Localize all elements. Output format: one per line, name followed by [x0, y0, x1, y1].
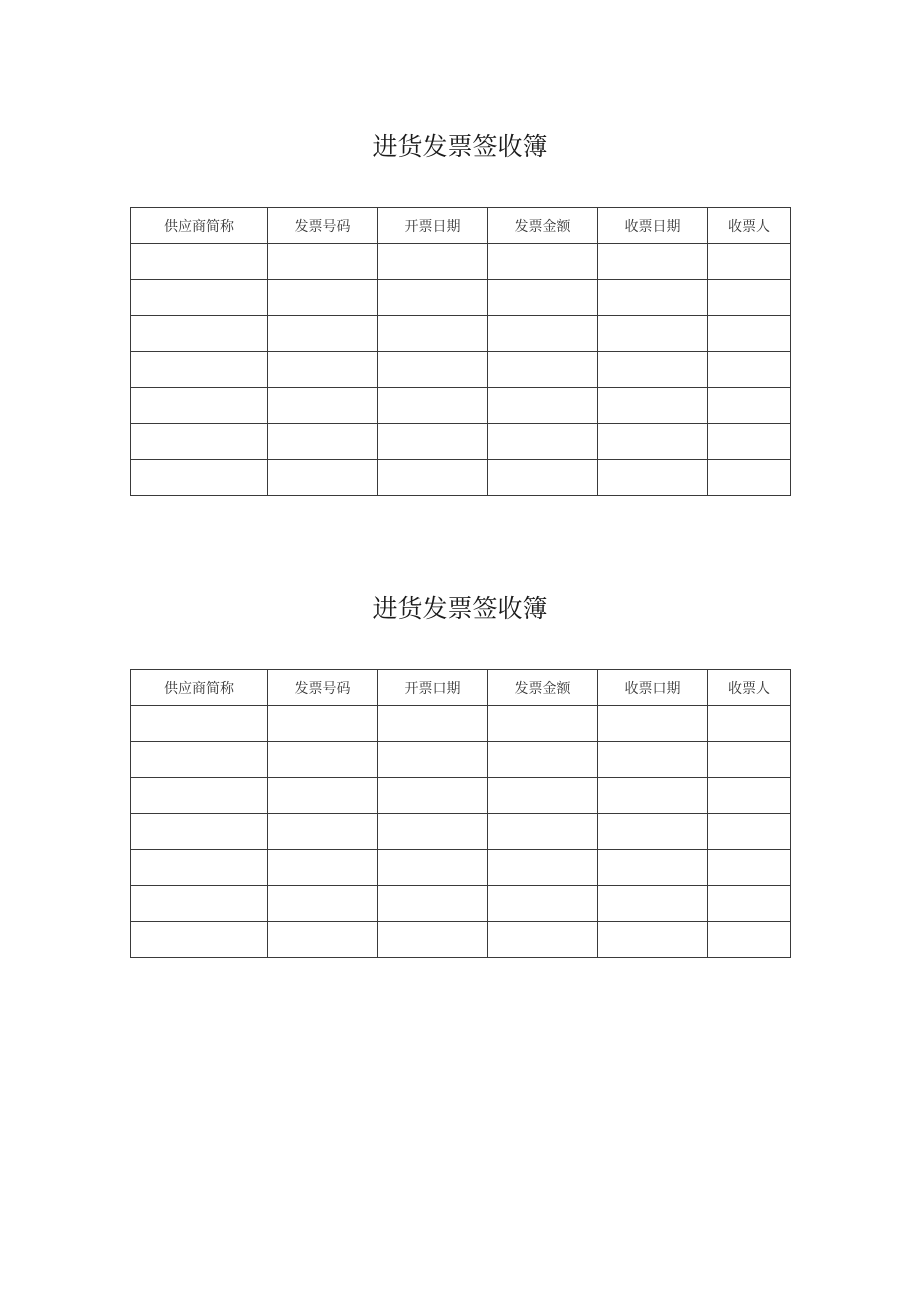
table-cell[interactable]: [598, 850, 708, 886]
table-cell[interactable]: [131, 352, 268, 388]
table-row: [131, 352, 791, 388]
table-cell[interactable]: [378, 886, 488, 922]
table-cell[interactable]: [598, 244, 708, 280]
table-cell[interactable]: [131, 778, 268, 814]
table-cell[interactable]: [708, 424, 791, 460]
table-cell[interactable]: [131, 814, 268, 850]
table-cell[interactable]: [268, 742, 378, 778]
table-cell[interactable]: [378, 706, 488, 742]
table-cell[interactable]: [598, 742, 708, 778]
table-row: [131, 280, 791, 316]
table-cell[interactable]: [131, 280, 268, 316]
table-cell[interactable]: [708, 742, 791, 778]
column-header-receipt-date: 收票口期: [598, 670, 708, 706]
table-cell[interactable]: [131, 850, 268, 886]
table-cell[interactable]: [598, 814, 708, 850]
table-cell[interactable]: [131, 460, 268, 496]
table-cell[interactable]: [708, 886, 791, 922]
table-cell[interactable]: [708, 460, 791, 496]
table-cell[interactable]: [268, 244, 378, 280]
table-cell[interactable]: [131, 388, 268, 424]
table-cell[interactable]: [708, 922, 791, 958]
table-cell[interactable]: [268, 706, 378, 742]
table-cell[interactable]: [708, 850, 791, 886]
column-header-receipt-date: 收票日期: [598, 208, 708, 244]
table-cell[interactable]: [268, 778, 378, 814]
table-cell[interactable]: [378, 922, 488, 958]
table-cell[interactable]: [598, 388, 708, 424]
table-cell[interactable]: [598, 886, 708, 922]
table-row: [131, 886, 791, 922]
table-cell[interactable]: [708, 388, 791, 424]
table-cell[interactable]: [708, 814, 791, 850]
table-header-row: [131, 208, 791, 244]
column-header-issue-date: 开票口期: [378, 670, 488, 706]
table-body: [131, 706, 791, 958]
table-cell[interactable]: [378, 316, 488, 352]
table-cell[interactable]: [708, 352, 791, 388]
table-cell[interactable]: [268, 280, 378, 316]
table-cell[interactable]: [268, 814, 378, 850]
column-header-invoice-number: 发票号码: [268, 670, 378, 706]
column-header-invoice-number: 发票号码: [268, 208, 378, 244]
table-cell[interactable]: [131, 706, 268, 742]
column-header-recipient: 收票人: [708, 670, 791, 706]
table-row: [131, 778, 791, 814]
table-cell[interactable]: [268, 424, 378, 460]
table-row: [131, 814, 791, 850]
column-header-issue-date: 开票日期: [378, 208, 488, 244]
table-cell[interactable]: [131, 922, 268, 958]
table-cell[interactable]: [131, 886, 268, 922]
page-title: 进货发票签收簿: [372, 594, 548, 623]
table-cell[interactable]: [488, 742, 598, 778]
table-row: [131, 460, 791, 496]
column-header-recipient: 收票人: [708, 208, 791, 244]
table-cell[interactable]: [598, 706, 708, 742]
table-row: [131, 424, 791, 460]
table-cell[interactable]: [378, 244, 488, 280]
table-cell[interactable]: [488, 388, 598, 424]
table-cell[interactable]: [488, 850, 598, 886]
table-cell[interactable]: [488, 922, 598, 958]
table-cell[interactable]: [598, 922, 708, 958]
table-cell[interactable]: [378, 460, 488, 496]
table-header-row: [131, 670, 791, 706]
column-header-supplier: 供应商简称: [131, 208, 268, 244]
table-cell[interactable]: [131, 742, 268, 778]
table-cell[interactable]: [378, 388, 488, 424]
table-cell[interactable]: [378, 742, 488, 778]
table-cell[interactable]: [378, 424, 488, 460]
table-cell[interactable]: [598, 424, 708, 460]
table-cell[interactable]: [268, 388, 378, 424]
table-cell[interactable]: [268, 352, 378, 388]
table-cell[interactable]: [488, 706, 598, 742]
invoice-receipt-table: [130, 207, 791, 496]
table-cell[interactable]: [488, 778, 598, 814]
table-cell[interactable]: [488, 352, 598, 388]
table-row: [131, 742, 791, 778]
table-row: [131, 388, 791, 424]
table-cell[interactable]: [708, 316, 791, 352]
table-cell[interactable]: [488, 886, 598, 922]
table-row: [131, 316, 791, 352]
table-cell[interactable]: [131, 316, 268, 352]
table-cell[interactable]: [708, 778, 791, 814]
table-cell[interactable]: [598, 352, 708, 388]
column-header-invoice-amount: 发票金额: [488, 208, 598, 244]
table-cell[interactable]: [708, 280, 791, 316]
table-cell[interactable]: [268, 886, 378, 922]
table-cell[interactable]: [268, 460, 378, 496]
table-cell[interactable]: [598, 778, 708, 814]
table-cell[interactable]: [708, 706, 791, 742]
table-cell[interactable]: [488, 814, 598, 850]
table-cell[interactable]: [488, 460, 598, 496]
table-cell[interactable]: [488, 424, 598, 460]
page-title: 进货发票签收簿: [372, 132, 548, 161]
table-row: [131, 922, 791, 958]
table-cell[interactable]: [268, 850, 378, 886]
table-cell[interactable]: [268, 922, 378, 958]
table-cell[interactable]: [488, 280, 598, 316]
table-cell[interactable]: [378, 280, 488, 316]
table-cell[interactable]: [378, 814, 488, 850]
table-row: [131, 706, 791, 742]
table-cell[interactable]: [598, 280, 708, 316]
table-cell[interactable]: [488, 244, 598, 280]
table-cell[interactable]: [598, 460, 708, 496]
table-cell[interactable]: [378, 778, 488, 814]
column-header-invoice-amount: 发票金额: [488, 670, 598, 706]
table-cell[interactable]: [131, 244, 268, 280]
table-cell[interactable]: [598, 316, 708, 352]
table-row: [131, 850, 791, 886]
table-row: [131, 244, 791, 280]
table-cell[interactable]: [488, 316, 598, 352]
table-body: [131, 244, 791, 496]
table-cell[interactable]: [268, 316, 378, 352]
column-header-supplier: 供应商简称: [131, 670, 268, 706]
table-cell[interactable]: [378, 850, 488, 886]
table-cell[interactable]: [131, 424, 268, 460]
table-cell[interactable]: [378, 352, 488, 388]
table-cell[interactable]: [708, 244, 791, 280]
invoice-receipt-table: [130, 669, 791, 958]
